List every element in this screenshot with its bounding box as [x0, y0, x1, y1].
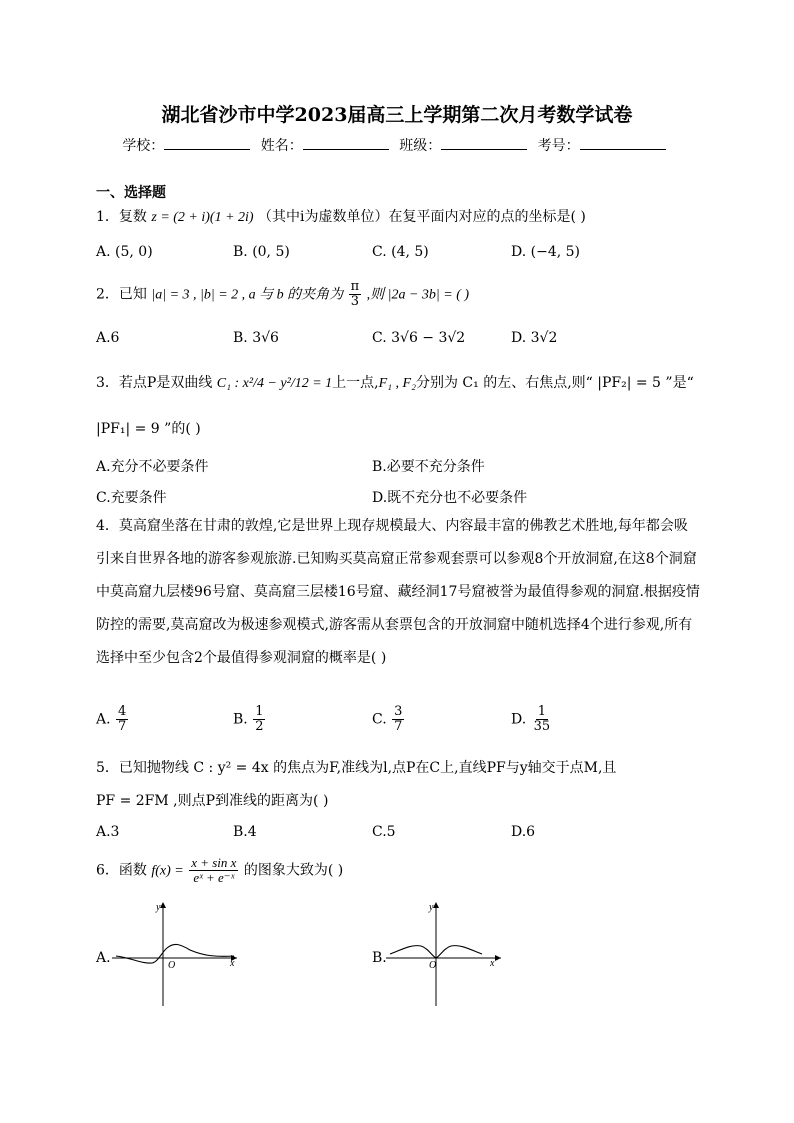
option-b[interactable]	[233, 705, 266, 734]
function-fraction	[189, 856, 238, 885]
option-d[interactable]: D. 3√2	[511, 330, 558, 346]
option-d[interactable]: D.6	[511, 824, 536, 840]
question-4	[96, 510, 700, 675]
option-label: C.	[372, 711, 387, 728]
option-a[interactable]	[96, 705, 129, 734]
question-text: ,则 |2a − 3b| = ( )	[366, 287, 470, 303]
class-label: 班级：	[399, 138, 442, 154]
school-label: 学校：	[122, 138, 165, 154]
question-number: 6．	[96, 862, 119, 879]
hyperbola-equation: C₁ : x²/4 − y²/12 = 1	[216, 376, 333, 391]
question-text: 的图象大致为( )	[243, 862, 344, 879]
option-c[interactable]: C. (4, 5)	[372, 244, 429, 260]
question-3-line-2: |PF₁| = 9 ”的( )	[96, 421, 201, 437]
number-blank[interactable]	[580, 137, 666, 150]
option-d[interactable]	[511, 705, 553, 734]
option-fraction	[532, 705, 553, 734]
foci-label: F₁ , F₂	[378, 376, 416, 391]
graph-b-label[interactable]: B.	[372, 950, 387, 966]
option-c[interactable]: C.5	[372, 824, 396, 840]
option-d[interactable]: D. (−4, 5)	[511, 244, 580, 260]
y-axis-arrow-icon	[433, 902, 439, 908]
fraction-numerator: 1	[255, 704, 264, 719]
origin-label: O	[429, 960, 437, 971]
option-b[interactable]: B. 3√6	[233, 330, 279, 346]
class-blank[interactable]	[441, 137, 527, 150]
question-3	[96, 372, 694, 392]
name-label: 姓名：	[260, 138, 303, 154]
exam-title: 湖北省沙市中学2023届高三上学期第二次月考数学试卷	[161, 104, 633, 126]
math-condition: |a| = 3 , |b| = 2 , a 与 b 的夹角为	[151, 287, 344, 303]
math-expression: z = (2 + i)(1 + 2i)	[151, 210, 254, 225]
graph-a-label[interactable]: A.	[96, 950, 111, 966]
question-text: 若点P是双曲线	[118, 375, 213, 391]
function-label: f(x) =	[151, 863, 184, 879]
angle-fraction	[349, 280, 362, 309]
question-text: 上一点,	[332, 375, 379, 391]
fraction-numerator: 1	[537, 704, 547, 719]
fraction-denominator: 7	[118, 719, 127, 734]
y-label: y	[429, 902, 434, 913]
graph-a[interactable]	[112, 898, 242, 1008]
fraction-denominator: 2	[255, 719, 264, 734]
question-text: 复数	[118, 209, 147, 225]
fraction-denominator: 35	[533, 719, 551, 734]
option-b[interactable]: B. (0, 5)	[233, 244, 290, 260]
name-blank[interactable]	[303, 137, 389, 150]
question-text: 已知抛物线 C : y² = 4x 的焦点为F,准线为l,点P在C上,直线PF与y轴交于点M,且	[118, 760, 617, 776]
question-text: （其中i为虚数单位）在复平面内对应的点的坐标是( )	[258, 209, 586, 225]
x-label: x	[230, 958, 235, 969]
question-text: 已知	[118, 286, 147, 303]
fraction-denominator: 7	[394, 719, 403, 734]
origin-label: O	[168, 960, 176, 971]
question-2	[96, 280, 469, 309]
number-label: 考号：	[537, 138, 580, 154]
question-5-line-2: PF = 2FM ,则点P到准线的距离为( )	[96, 793, 329, 809]
fraction-numerator: 4	[118, 704, 127, 719]
question-number: 3．	[96, 375, 119, 391]
option-label: B.	[233, 711, 248, 728]
graph-b[interactable]	[386, 898, 506, 1008]
question-number: 4．	[96, 518, 119, 534]
question-text: 分别为 C₁ 的左、右焦点,则“ |PF₂| = 5 ”是“	[415, 375, 694, 391]
question-text: 莫高窟坐落在甘肃的敦煌,它是世界上现存规模最大、内容最丰富的佛教艺术胜地,每年都会吸引来自世界各地的游客参观旅游.已知购买莫高窟正常参观套票可以参观8个开放洞窟,在这8个洞窟中莫高窟九层楼96号窟、莫高窟三层楼16号窟、藏经洞17号窟被誉为最值得参观的洞窟.根据疫情防控的需要,莫高窟改为极速参观模式,游客需从套票包含的开放洞窟中随机选择4个进行参观,所有选择中至少包含2个最值得参观洞窟的概率是( )	[96, 518, 700, 666]
option-a[interactable]: A.6	[96, 330, 120, 346]
option-b[interactable]: B.4	[233, 824, 257, 840]
option-fraction	[253, 705, 265, 734]
option-d[interactable]: D.既不充分也不必要条件	[372, 490, 528, 506]
option-a[interactable]: A.3	[96, 824, 120, 840]
question-number: 5．	[96, 760, 119, 776]
school-blank[interactable]	[164, 137, 250, 150]
option-label: D.	[511, 711, 527, 728]
y-axis-arrow-icon	[160, 902, 166, 908]
fraction-numerator: x + sin x	[191, 855, 237, 870]
fraction-numerator: 3	[394, 704, 403, 719]
question-6	[96, 856, 343, 885]
option-fraction	[392, 705, 404, 734]
y-label: y	[156, 902, 161, 913]
option-fraction	[116, 705, 128, 734]
option-a[interactable]: A.充分不必要条件	[96, 459, 209, 475]
option-c[interactable]: C. 3√6 − 3√2	[372, 330, 466, 346]
fraction-denominator: 3	[350, 294, 360, 309]
x-axis-arrow-icon	[495, 955, 501, 961]
option-a[interactable]: A. (5, 0)	[96, 244, 153, 260]
section-heading: 一、选择题	[96, 185, 166, 201]
option-label: A.	[96, 711, 111, 728]
option-c[interactable]: C.充要条件	[96, 490, 167, 506]
question-5	[96, 757, 616, 777]
fraction-denominator: eˣ + e⁻ˣ	[193, 870, 235, 885]
question-number: 2．	[96, 286, 119, 303]
option-c[interactable]	[372, 705, 405, 734]
question-1	[96, 206, 586, 226]
x-label: x	[490, 958, 495, 969]
question-text: 函数	[118, 862, 147, 879]
option-b[interactable]: B.必要不充分条件	[372, 459, 485, 475]
fraction-numerator: π	[350, 279, 360, 294]
question-number: 1．	[96, 209, 119, 225]
student-info-line	[0, 135, 794, 155]
